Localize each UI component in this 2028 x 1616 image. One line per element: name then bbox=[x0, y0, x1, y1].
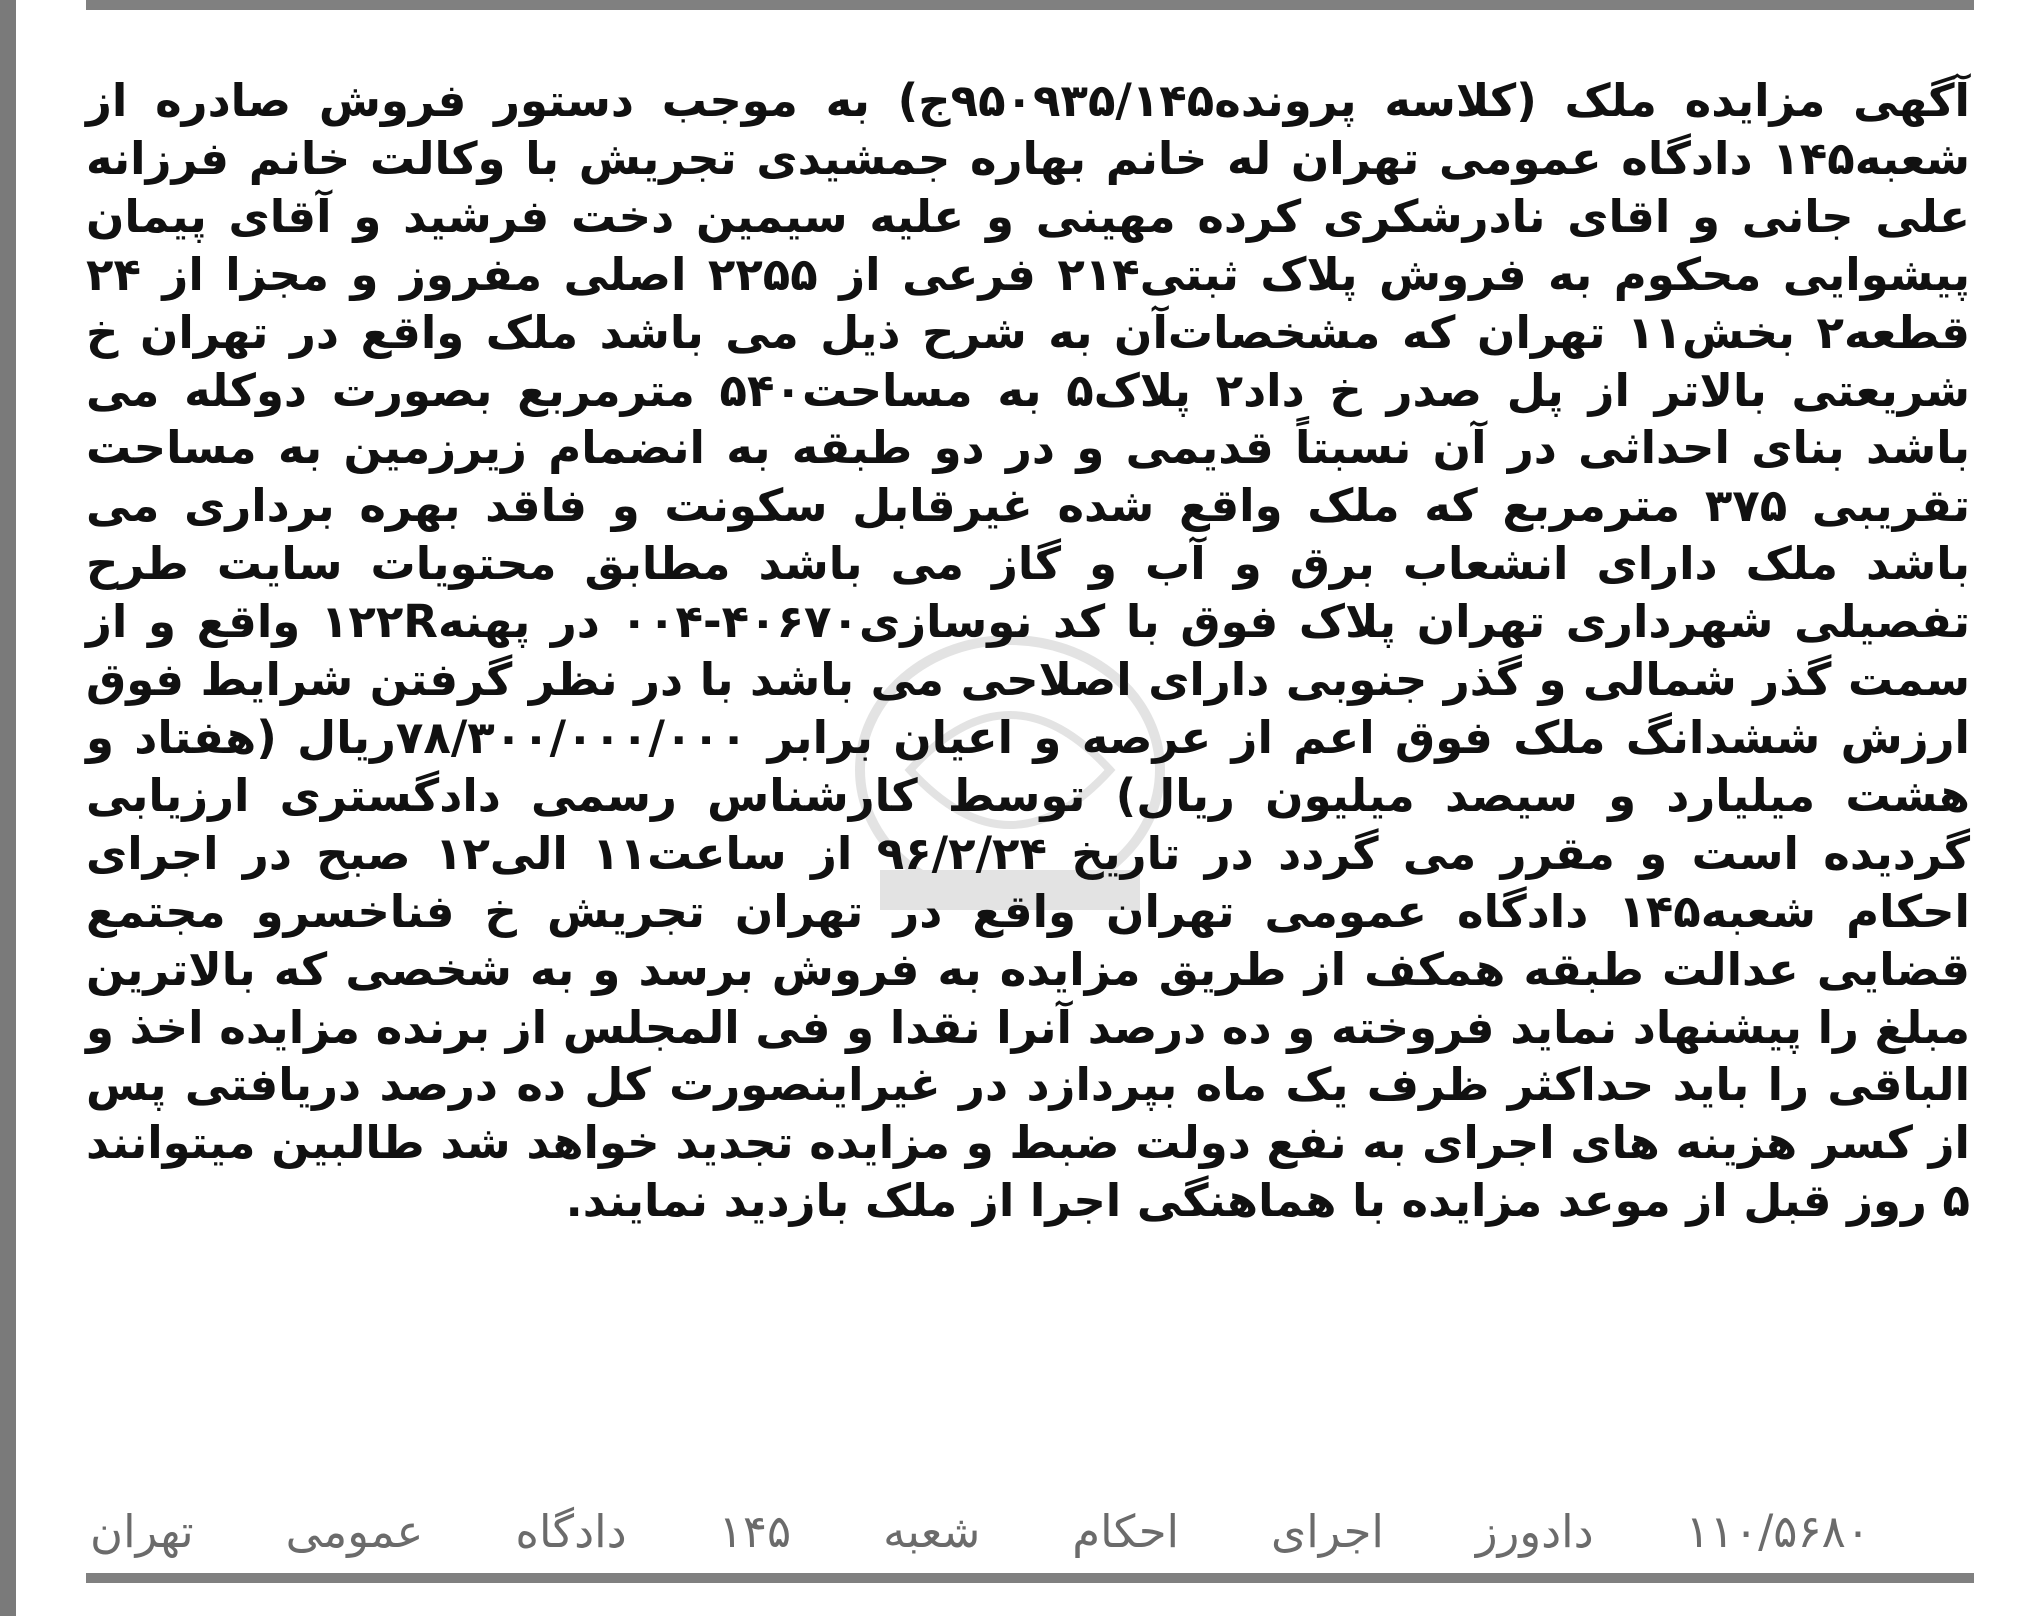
notice-reference-number: ۱۱۰/۵۶۸۰ bbox=[1685, 1504, 1870, 1558]
issuer-word: دادورز bbox=[1475, 1504, 1594, 1558]
issuer-word: تهران bbox=[90, 1504, 194, 1558]
issuer-word: عمومی bbox=[285, 1504, 424, 1558]
issuer-word: احکام bbox=[1072, 1504, 1180, 1558]
issuer-word: شعبه bbox=[883, 1504, 981, 1558]
notice-footer bbox=[86, 1496, 1970, 1566]
issuer-word: دادگاه bbox=[515, 1504, 627, 1558]
auction-notice-text: آگهی مزایده ملک (کلاسه پرونده۹۵۰۹۳۵/۱۴۵ج) به موجب دستور فروش صادره از شعبه۱۴۵ دادگاه عمومی تهران له خانم بهاره جمشیدی تجریش با وکالت خانم فرزانه علی جانی و اقای نادرشکری کرده مهینی و علیه سیمین دخت فرشید و آقای پیمان پیشوایی محکوم به فروش پلاک ثبتی۲۱۴ فرعی از ۲۲۵۵ اصلی مفروز و مجزا از ۲۴ قطعه۲ بخش۱۱ تهران که مشخصات‌آن به شرح ذیل می باشد ملک واقع در تهران خ شریعتی بالاتر از پل صدر خ داد۲ پلاک۵ به مساحت۵۴۰ مترمربع بصورت دوکله می باشد بنای احداثی در آن نسبتاً قدیمی و در دو طبقه به انضمام زیرزمین به مساحت تقریبی ۳۷۵ مترمربع که ملک واقع شده غیرقابل سکونت و فاقد بهره برداری می باشد ملک دارای انشعاب برق و آب و گاز می باشد مطابق محتویات سایت طرح تفصیلی شهرداری تهران پلاک فوق با کد نوسازی۴۰۶۷۰-۰۰۴ در پهنه۱۲۲R واقع و از سمت گذر شمالی و گذر جنوبی دارای اصلاحی می باشد با در نظر گرفتن شرایط فوق ارزش ششدانگ ملک فوق اعم از عرصه و اعیان برابر ۷۸/۳۰۰/۰۰۰/۰۰۰ریال (هفتاد و هشت میلیارد و سیصد میلیون ریال) توسط کارشناس رسمی دادگستری ارزیابی گردیده است و مقرر می گردد در تاریخ ۹۶/۲/۲۴ از ساعت۱۱ الی۱۲ صبح در اجرای احکام شعبه۱۴۵ دادگاه عمومی تهران واقع در تهران تجریش خ فناخسرو مجتمع قضایی عدالت طبقه همکف از طریق مزایده به فروش برسد و به شخصی که بالاترین مبلغ را پیشنهاد نماید فروخته و ده درصد آنرا نقدا و فی المجلس از برنده مزایده اخذ و الباقی را باید حداکثر ظرف یک ماه بپردازد در غیراینصورت کل ده درصد دریافتی پس از کسر هزینه های اجرای به نفع دولت ضبط و مزایده تجدید خواهد شد طالبین میتوانند ۵ روز قبل از موعد مزایده با هماهنگی اجرا از ملک بازدید نمایند. bbox=[86, 74, 1971, 1228]
bottom-rule bbox=[86, 1573, 1974, 1583]
left-border-bar bbox=[0, 0, 16, 1616]
issuer-word: اجرای bbox=[1271, 1504, 1384, 1558]
issuer-word: ۱۴۵ bbox=[718, 1504, 792, 1558]
issuer-signature bbox=[90, 1505, 1970, 1558]
top-rule bbox=[86, 0, 1974, 10]
